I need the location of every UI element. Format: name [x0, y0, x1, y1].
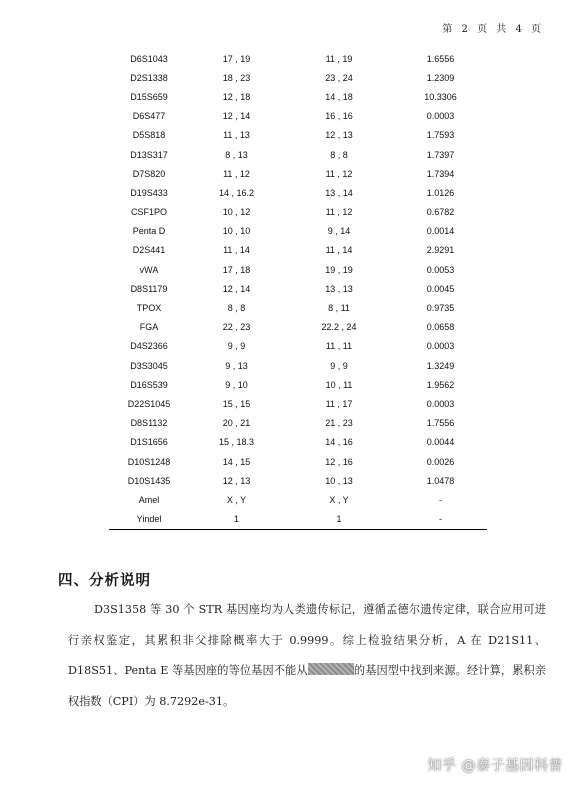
index-cell: 0.9735: [426, 303, 455, 314]
genotype-b-cell: 14 , 16: [325, 437, 353, 448]
genotype-a-cell: 11 , 12: [223, 168, 250, 179]
table-row: [109, 260, 487, 279]
locus-cell: D8S1132: [130, 418, 168, 429]
genotype-b-cell: 19 , 19: [325, 264, 353, 275]
index-cell: 0.0658: [426, 322, 455, 333]
table-row: [109, 279, 487, 298]
index-cell: 0.0003: [426, 341, 455, 352]
genotype-b-cell: 21 , 23: [325, 418, 353, 429]
genotype-b-cell: 1: [284, 510, 394, 530]
locus-cell: D16S539: [130, 379, 168, 390]
locus-cell: vWA: [139, 264, 159, 275]
locus-cell: D22S1045: [127, 398, 171, 409]
table-row: [109, 222, 487, 241]
index-cell: 1.7593: [426, 130, 455, 141]
index-cell: 0.0053: [426, 264, 455, 275]
index-cell: 1.2309: [426, 72, 455, 83]
analysis-text-part1: D3S1358 等 30 个 STR 基因座均为人类遗传标记，遵循孟德尔遗传定律，联合应用可进行亲权鉴定，其累积非父排除概率大于 0.9999。综上检验结果分析，A 在 D21S11、D18S51、Penta E 等基因座的等位基因不能从: [68, 603, 546, 677]
genotype-a-cell: 14 , 15: [222, 456, 251, 467]
table-row: [109, 183, 487, 202]
genotype-a-cell: 9 , 13: [225, 360, 248, 371]
genotype-b-cell: 13 , 13: [325, 283, 353, 294]
index-cell: 1.9562: [426, 379, 455, 390]
locus-cell: D19S433: [130, 187, 168, 198]
locus-cell: D4S2366: [130, 341, 168, 352]
index-cell: 1.7394: [426, 168, 455, 179]
genotype-b-cell: 11 , 14: [325, 245, 353, 256]
genotype-a-cell: 8 , 8: [227, 303, 246, 314]
genotype-b-cell: 10 , 11: [325, 379, 353, 390]
locus-cell: TPOX: [136, 303, 162, 314]
genotype-b-cell: X , Y: [329, 494, 349, 505]
table-row: [109, 145, 487, 164]
genotype-a-cell: 10 , 10: [222, 226, 251, 237]
table-row: [109, 49, 487, 68]
analysis-text-part2: 的基因型中找到来源。经计算，累积亲权指数（CPI）为 8.7292e-31。: [68, 664, 546, 708]
index-cell: 1.0478: [426, 475, 455, 486]
table-row: [109, 337, 487, 356]
locus-cell: D7S820: [132, 168, 166, 179]
genotype-a-cell: 17 , 19: [222, 53, 251, 64]
index-cell: 0.0044: [426, 437, 455, 448]
genotype-a-cell: 8 , 13: [225, 149, 248, 160]
genotype-b-cell: 13 , 14: [325, 187, 353, 198]
locus-cell: D10S1435: [127, 475, 171, 486]
analysis-paragraph: [68, 595, 546, 717]
table-row: [109, 490, 487, 509]
index-cell: -: [439, 494, 442, 505]
table-row: [109, 241, 487, 260]
genotype-b-cell: 11 , 19: [325, 53, 353, 64]
locus-cell: D2S1338: [130, 72, 168, 83]
genotype-a-cell: 12 , 13: [222, 475, 251, 486]
table-row: [109, 375, 487, 394]
genotype-b-cell: 12 , 13: [325, 130, 353, 141]
genotype-a-cell: 14 , 16.2: [218, 187, 255, 198]
redacted-name-block: [308, 663, 354, 675]
locus-cell: D5S818: [132, 130, 166, 141]
genotype-a-cell: 9 , 10: [225, 379, 248, 390]
locus-cell: D13S317: [130, 149, 168, 160]
locus-cell: CSF1PO: [130, 207, 167, 218]
table-row: [109, 68, 487, 87]
genotype-a-cell: 12 , 18: [222, 91, 251, 102]
table-row: [109, 356, 487, 375]
index-cell: 0.0045: [426, 283, 455, 294]
locus-cell: D10S1248: [127, 456, 171, 467]
index-cell: 1.6556: [426, 53, 455, 64]
section-heading: 四、分析说明: [58, 573, 151, 589]
genotype-b-cell: 12 , 16: [325, 456, 353, 467]
genotype-a-cell: 15 , 15: [222, 398, 251, 409]
table-row: [109, 318, 487, 337]
table-row: [109, 126, 487, 145]
table-row: [109, 394, 487, 413]
genotype-b-cell: 11 , 17: [325, 398, 353, 409]
genotype-b-cell: 10 , 13: [325, 475, 353, 486]
table-row: [109, 298, 487, 317]
locus-cell: D6S477: [132, 111, 166, 122]
genotype-a-cell: 18 , 23: [222, 72, 251, 83]
table-row: [109, 452, 487, 471]
table-body: [109, 49, 487, 529]
genotype-b-cell: 8 , 11: [328, 303, 350, 314]
locus-cell: D6S1043: [130, 53, 168, 64]
genotype-a-cell: 11 , 14: [223, 245, 250, 256]
locus-cell: D8S1179: [130, 283, 168, 294]
index-cell: -: [394, 510, 487, 530]
genotype-b-cell: 23 , 24: [325, 72, 353, 83]
genotype-a-cell: 22 , 23: [222, 322, 251, 333]
index-cell: 2.9291: [426, 245, 455, 256]
index-cell: 0.0026: [426, 456, 455, 467]
index-cell: 0.0003: [426, 398, 455, 409]
genotype-b-cell: 16 , 16: [325, 111, 353, 122]
table-row: [109, 414, 487, 433]
locus-cell: D3S3045: [130, 360, 168, 371]
genotype-a-cell: 20 , 21: [222, 418, 251, 429]
table-row: [109, 107, 487, 126]
locus-cell: D1S1656: [130, 437, 168, 448]
locus-cell: Yindel: [109, 510, 189, 530]
genotype-a-cell: 17 , 18: [222, 264, 251, 275]
genotype-a-cell: 11 , 13: [223, 130, 250, 141]
genotype-b-cell: 11 , 12: [325, 168, 353, 179]
index-cell: 0.0014: [426, 226, 455, 237]
locus-cell: Penta D: [132, 226, 166, 237]
genotype-a-cell: 9 , 9: [227, 341, 246, 352]
index-cell: 1.7397: [426, 149, 455, 160]
locus-cell: Amel: [138, 494, 160, 505]
index-cell: 1.7556: [426, 418, 455, 429]
genotype-a-cell: 10 , 12: [222, 207, 251, 218]
str-locus-table: [109, 49, 487, 530]
table-row: [109, 203, 487, 222]
index-cell: 1.3249: [426, 360, 455, 371]
table-row: [109, 471, 487, 490]
locus-cell: FGA: [139, 322, 159, 333]
index-cell: 1.0126: [426, 187, 455, 198]
genotype-a-cell: 15 , 18.3: [218, 437, 255, 448]
table-row: [109, 87, 487, 106]
locus-cell: D2S441: [132, 245, 166, 256]
genotype-a-cell: 12 , 14: [222, 111, 251, 122]
index-cell: 0.0003: [426, 111, 455, 122]
locus-cell: D15S659: [130, 91, 168, 102]
genotype-a-cell: X , Y: [226, 494, 247, 505]
genotype-a-cell: 12 , 14: [222, 283, 251, 294]
genotype-b-cell: 14 , 18: [325, 91, 353, 102]
genotype-b-cell: 9 , 9: [330, 360, 348, 371]
genotype-b-cell: 22.2 , 24: [321, 322, 357, 333]
table-row: [109, 433, 487, 452]
page-number: 第 2 页 共 4 页: [442, 24, 544, 35]
table-row: [109, 164, 487, 183]
genotype-b-cell: 9 , 14: [327, 226, 351, 237]
index-cell: 0.6782: [426, 207, 455, 218]
table-row: [109, 510, 487, 530]
watermark: 知乎 @泰子基因科普: [427, 758, 563, 774]
index-cell: 10.3306: [424, 91, 457, 102]
genotype-b-cell: 8 , 8: [330, 149, 348, 160]
genotype-b-cell: 11 , 11: [325, 341, 353, 352]
genotype-b-cell: 11 , 12: [325, 207, 353, 218]
genotype-a-cell: 1: [189, 510, 284, 530]
